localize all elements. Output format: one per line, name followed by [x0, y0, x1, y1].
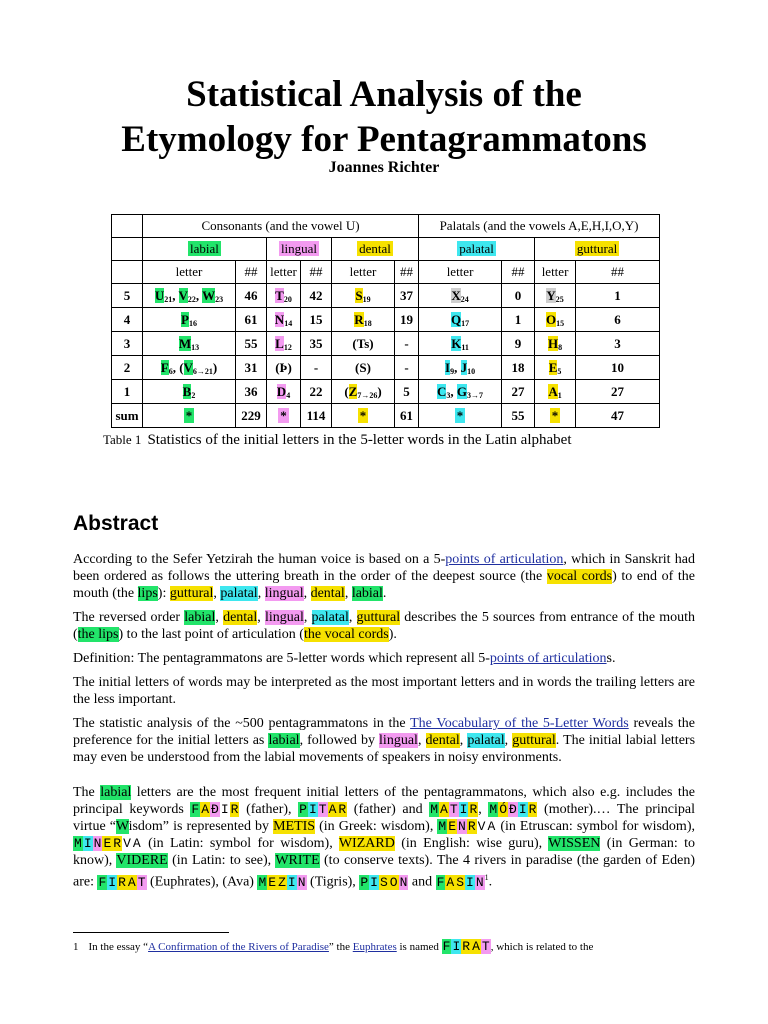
labial-count-cell: 36: [236, 380, 267, 404]
guttural-count-cell: 10: [576, 356, 660, 380]
text-link[interactable]: points of articulation: [445, 552, 564, 567]
footnote-word: F I R A T: [442, 939, 490, 954]
guttural-count-cell: 6: [576, 308, 660, 332]
palatal-letters-cell: $C_3$, $G_{3\to 7}$: [419, 380, 502, 404]
table-row: [112, 404, 660, 428]
highlighted-term: guttural: [169, 586, 214, 601]
abstract-paragraph: Definition: The pentagrammatons are 5-letter words which represent all 5-points of articulations.: [73, 651, 616, 666]
monospace-word: M A T I R: [430, 802, 478, 817]
table-caption: [103, 432, 572, 449]
monospace-word: M E Z I N: [258, 874, 306, 890]
guttural-letters-cell: $E_5$: [535, 356, 576, 380]
category-lingual: lingual: [280, 241, 318, 256]
lingual-letters-cell: *: [267, 404, 301, 428]
row-rank: 4: [112, 308, 143, 332]
guttural-count-cell: 3: [576, 332, 660, 356]
abstract-heading: Abstract: [73, 512, 159, 535]
guttural-letters-cell: $H_8$: [535, 332, 576, 356]
monospace-word: F A S I N: [436, 874, 484, 890]
dental-letters-cell: (S): [332, 356, 395, 380]
dental-count-cell: 19: [395, 308, 419, 332]
palatal-letters-cell: $I_9$, $J_{10}$: [419, 356, 502, 380]
dental-count-cell: -: [395, 356, 419, 380]
subheader-cell: letter: [332, 261, 395, 284]
highlighted-term: WIZARD: [338, 836, 395, 851]
labial-letters-cell: $M_{13}$: [143, 332, 236, 356]
highlighted-term: lingual: [379, 733, 418, 748]
palatal-count-cell: 27: [502, 380, 535, 404]
abstract-paragraph: The reversed order labial, dental, lingual, palatal, guttural describes the 5 sources from entrance of the mouth (the lips) to the last point of articulation (the vocal cords).: [73, 610, 696, 642]
subheader-cell: ##: [236, 261, 267, 284]
paper-title: [0, 72, 768, 162]
footnote-number: 1: [73, 941, 79, 953]
category-palatal: palatal: [459, 241, 494, 256]
highlighted-term: guttural: [356, 610, 401, 625]
palatal-count-cell: 0: [502, 284, 535, 308]
highlighted-term: dental: [223, 610, 258, 625]
highlighted-term: labial: [184, 610, 216, 625]
highlighted-term: WRITE: [275, 853, 320, 868]
abstract-paragraph: The statistic analysis of the ~500 pentagrammatons in the The Vocabulary of the 5-Letter Words reveals the preference for the initial letters as labial, followed by lingual, dental, palatal, guttural. The initial labial letters may even be understood from the labial movements of speakers in noisy environments.: [73, 716, 696, 765]
subheader-cell: letter: [267, 261, 301, 284]
title-line-2: Etymology for Pentagrammatons: [121, 119, 647, 160]
highlighted-term: WISSEN: [548, 836, 601, 851]
title-line-1: Statistical Analysis of the: [186, 74, 582, 115]
row-rank: 1: [112, 380, 143, 404]
subheader-cell: letter: [419, 261, 502, 284]
category-guttural: guttural: [576, 241, 618, 256]
lingual-letters-cell: $L_{12}$: [267, 332, 301, 356]
highlighted-term: dental: [425, 733, 460, 748]
footnote-ref[interactable]: 1: [484, 873, 489, 882]
palatal-count-cell: 1: [502, 308, 535, 332]
lingual-letters-cell: $N_{14}$: [267, 308, 301, 332]
monospace-word: F A Ð I R: [191, 802, 239, 817]
dental-letters-cell: $R_{18}$: [332, 308, 395, 332]
monospace-word: M Ó Ð I R: [489, 802, 537, 817]
lingual-count-cell: 22: [301, 380, 332, 404]
highlighted-term: METIS: [273, 819, 316, 834]
abstract-paragraph: According to the Sefer Yetzirah the human voice is based on a 5-points of articulation, which in Sanskrit had been ordered as follows the uttering breath in the order of the deepest source (the vocal cords) to end of the mouth (the lips): guttural, palatal, lingual, dental, labial.: [73, 552, 695, 601]
palatal-letters-cell: *: [419, 404, 502, 428]
lingual-count-cell: 35: [301, 332, 332, 356]
abstract-paragraph: The labial letters are the most frequent initial letters of the pentagrammatons, which also e.g. includes the principal keywords F A Ð I R (father), P I T A R (father) and M A T I R, M Ó Ð I R (mother).… The principal virtue “Wisdom” is represented by METIS (in Greek: wisdom), M E N R V A (in Etruscan: symbol for wisdom), M I N E R V A (in Latin: symbol for wisdom), WIZARD (in English: wise guru), WISSEN (in German: to know), VIDERE (in Latin: to see), WRITE (to conserve texts). The 4 rivers in paradise (the garden of Eden) are: F I R A T (Euphrates), (Ava) M E Z I N (Tigris), P I S O N and F A S I $N^1$.: [73, 785, 695, 890]
labial-letters-cell: *: [143, 404, 236, 428]
lingual-letters-cell: $T_{20}$: [267, 284, 301, 308]
monospace-word: M E N R V A: [438, 819, 496, 834]
subheader-cell: ##: [301, 261, 332, 284]
text-link[interactable]: Euphrates: [352, 941, 397, 953]
labial-letters-cell: $F_6$, $(V_{6\to 21})$: [143, 356, 236, 380]
subheader-cell: ##: [395, 261, 419, 284]
row-rank: 5: [112, 284, 143, 308]
table-body: [112, 284, 660, 428]
text-link[interactable]: The Vocabulary of the 5-Letter Words: [410, 716, 629, 731]
dental-letters-cell: $S_{19}$: [332, 284, 395, 308]
highlighted-term: the lips: [77, 627, 119, 642]
author: Joannes Richter: [328, 159, 440, 176]
text-link[interactable]: A Confirmation of the Rivers of Paradise: [148, 941, 329, 953]
table-subheader-row: [112, 261, 660, 284]
palatal-letters-cell: $K_{11}$: [419, 332, 502, 356]
caption-text: Statistics of the initial letters in the 5-letter words in the Latin alphabet: [147, 432, 572, 448]
labial-letters-cell: $U_{21}$, $V_{22}$, $W_{23}$: [143, 284, 236, 308]
monospace-word: P I T A R: [299, 802, 347, 817]
highlighted-term: dental: [310, 586, 345, 601]
subheader-cell: ##: [576, 261, 660, 284]
palatal-count-cell: 55: [502, 404, 535, 428]
highlighted-term: lips: [137, 586, 158, 601]
highlighted-term: palatal: [467, 733, 505, 748]
palatal-letters-cell: $Q_{17}$: [419, 308, 502, 332]
subheader-cell: ##: [502, 261, 535, 284]
dental-letters-cell: (Ts): [332, 332, 395, 356]
monospace-word: P I S O N: [360, 874, 408, 890]
abstract-body: [73, 551, 695, 898]
lingual-count-cell: -: [301, 356, 332, 380]
labial-count-cell: 31: [236, 356, 267, 380]
text-link[interactable]: points of articulation: [489, 651, 607, 666]
highlighted-term: VIDERE: [116, 853, 168, 868]
labial-letters-cell: $B_2$: [143, 380, 236, 404]
highlighted-term: labial: [351, 586, 383, 601]
caption-number: Table 1: [103, 432, 142, 447]
highlighted-term: W: [115, 819, 129, 834]
lingual-count-cell: 42: [301, 284, 332, 308]
dental-count-cell: 61: [395, 404, 419, 428]
subheader-cell: letter: [535, 261, 576, 284]
highlighted-term: vocal cords: [546, 569, 613, 584]
highlighted-term: lingual: [264, 586, 304, 601]
palatal-count-cell: 18: [502, 356, 535, 380]
palatal-count-cell: 9: [502, 332, 535, 356]
labial-count-cell: 229: [236, 404, 267, 428]
lingual-count-cell: 114: [301, 404, 332, 428]
labial-count-cell: 61: [236, 308, 267, 332]
guttural-count-cell: 27: [576, 380, 660, 404]
lingual-letters-cell: $D_4$: [267, 380, 301, 404]
row-rank: sum: [112, 404, 143, 428]
highlighted-term: palatal: [311, 610, 349, 625]
subheader-cell: letter: [143, 261, 236, 284]
category-labial: labial: [190, 241, 219, 256]
guttural-letters-cell: $A_1$: [535, 380, 576, 404]
dental-count-cell: 37: [395, 284, 419, 308]
dental-count-cell: 5: [395, 380, 419, 404]
footnote: 1 In the essay “A Confirmation of the Rivers of Paradise” the Euphrates is named F I R A T, which is related to the: [73, 939, 594, 954]
table-row: [112, 380, 660, 404]
abstract-paragraph: The initial letters of words may be interpreted as the most important letters and in words the trailing letters are the less important.: [73, 675, 695, 707]
monospace-word: M I N E R V A: [74, 836, 141, 851]
guttural-count-cell: 1: [576, 284, 660, 308]
highlighted-term: lingual: [264, 610, 304, 625]
palatal-letters-cell: $X_{24}$: [419, 284, 502, 308]
highlighted-term: guttural: [512, 733, 556, 748]
group-header-consonants: Consonants (and the vowel U): [143, 215, 419, 238]
table-row: [112, 284, 660, 308]
highlighted-term: labial: [268, 733, 300, 748]
dental-letters-cell: $(Z_{7\to 26})$: [332, 380, 395, 404]
highlighted-term: the vocal cords: [303, 627, 389, 642]
monospace-word: F I R A T: [98, 874, 146, 890]
guttural-letters-cell: *: [535, 404, 576, 428]
lingual-count-cell: 15: [301, 308, 332, 332]
table-row: [112, 332, 660, 356]
guttural-count-cell: 47: [576, 404, 660, 428]
lingual-letters-cell: (Þ): [267, 356, 301, 380]
table-group-header-row: [112, 215, 660, 238]
labial-count-cell: 46: [236, 284, 267, 308]
row-rank: 2: [112, 356, 143, 380]
highlighted-term: palatal: [220, 586, 258, 601]
row-rank: 3: [112, 332, 143, 356]
category-dental: dental: [359, 241, 391, 256]
labial-letters-cell: $P_{16}$: [143, 308, 236, 332]
group-header-palatals: Palatals (and the vowels A,E,H,I,O,Y): [419, 215, 660, 238]
dental-count-cell: -: [395, 332, 419, 356]
guttural-letters-cell: $O_{15}$: [535, 308, 576, 332]
highlighted-term: labial: [100, 785, 132, 800]
table-category-row: [112, 238, 660, 261]
guttural-letters-cell: $Y_{25}$: [535, 284, 576, 308]
statistics-table: [111, 214, 660, 428]
labial-count-cell: 55: [236, 332, 267, 356]
dental-letters-cell: *: [332, 404, 395, 428]
footnote-separator: [73, 932, 229, 933]
table-row: [112, 308, 660, 332]
table-row: [112, 356, 660, 380]
